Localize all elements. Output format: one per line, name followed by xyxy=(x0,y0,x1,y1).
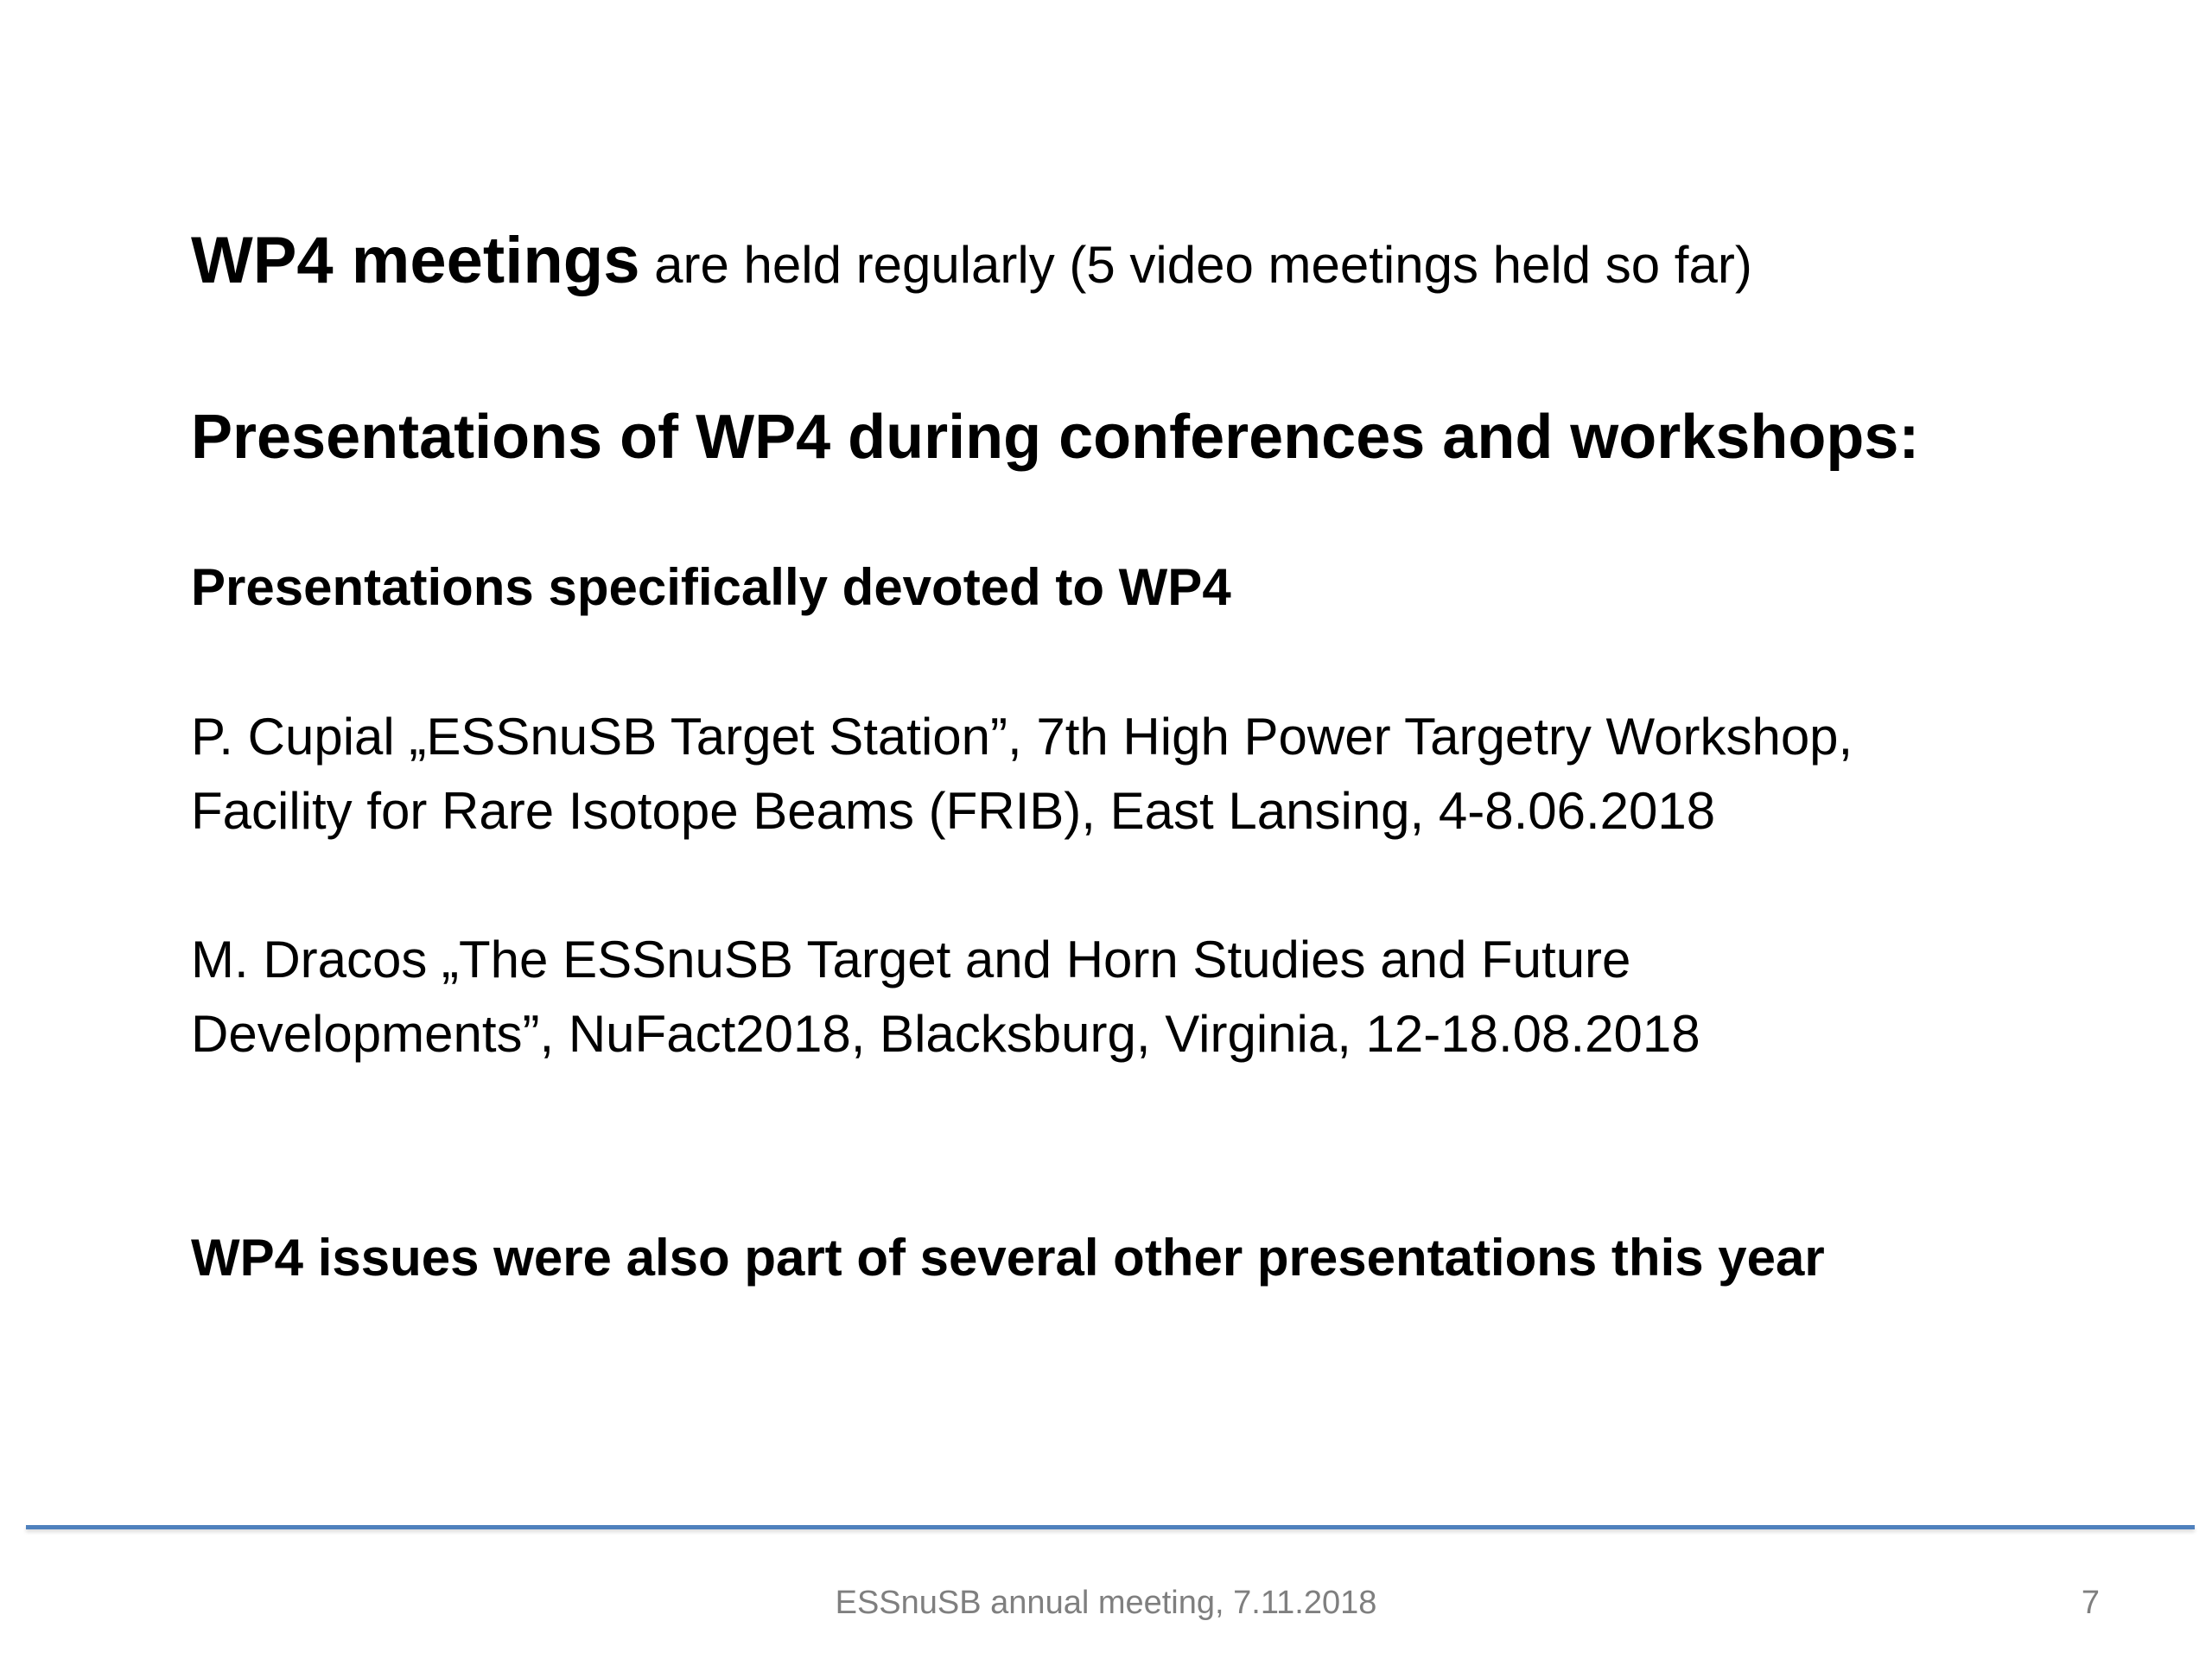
presentation-entry xyxy=(191,923,1700,1071)
page-number: 7 xyxy=(2081,1585,2100,1621)
presentations-heading: Presentations of WP4 during conferences and workshops: xyxy=(191,403,1920,472)
footer-divider xyxy=(26,1525,2195,1529)
entry-line: P. Cupial „ESSnuSB Target Station”, 7th High Power Targetry Workshop, xyxy=(191,708,1853,766)
entry-line: Facility for Rare Isotope Beams (FRIB), East Lansing, 4-8.06.2018 xyxy=(191,782,1716,840)
footer-text: ESSnuSB annual meeting, 7.11.2018 xyxy=(835,1585,1377,1621)
meetings-line xyxy=(191,218,1752,308)
presentation-entry xyxy=(191,700,1853,849)
meetings-rest: are held regularly (5 video meetings held so far) xyxy=(639,236,1752,294)
devoted-heading: Presentations specifically devoted to WP4 xyxy=(191,558,1231,616)
entry-line: M. Dracos „The ESSnuSB Target and Horn Studies and Future xyxy=(191,931,1631,988)
closing-statement: WP4 issues were also part of several other presentations this year xyxy=(191,1229,1825,1287)
meetings-lead: WP4 meetings xyxy=(191,224,640,297)
entry-line: Developments”, NuFact2018, Blacksburg, Virginia, 12-18.08.2018 xyxy=(191,1005,1700,1063)
